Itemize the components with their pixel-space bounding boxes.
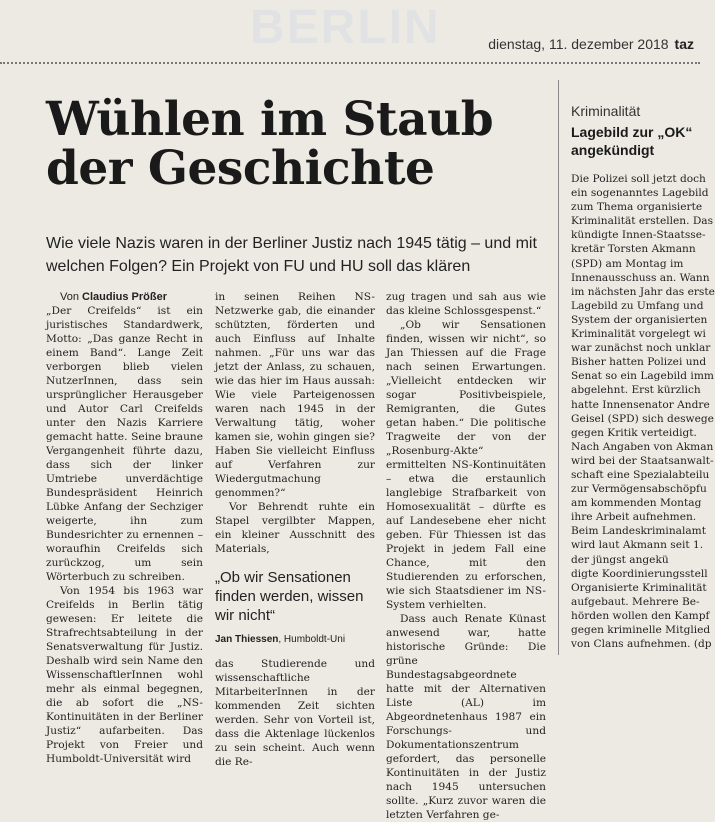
sidebar-line: am kommenden Montag — [571, 497, 702, 510]
sidebar-line: digte Koordinierungsstell — [571, 567, 708, 580]
sidebar-line: (SPD) am Montag im — [571, 257, 684, 270]
paragraph: „Ob wir Sensationen finden, wissen wir nicht“, so Jan Thiessen auf die Frage nach seinen Erwartungen. „Vielleicht entdecken wir sogar Positivbeispiele, Remigranten, die Gutes getan haben.“ Die politische Tragweite der von der „Rosenburg-Akte“ ermittelten NS-Kontinuitäten – etwa die erstaunlich langlebige Strafbarkeit von Homosexualität – dürfte es auf Landesebene eher nicht geben. Für Thiessen ist das Projekt in jedem Fall eine Chance, mit den Studierenden zu erforschen, wie sich Staatsdiener im NS-System verhielten. — [386, 319, 546, 611]
sidebar-category: Kriminalität — [571, 103, 641, 119]
headline-line-1: Wühlen im Staub — [46, 92, 494, 147]
issue-date: dienstag, 11. dezember 2018 — [488, 36, 669, 52]
article-subhead: Wie viele Nazis waren in der Berliner Justiz nach 1945 tätig – und mit welchen Folgen? Ein Projekt von FU und HU soll das klären — [46, 235, 537, 275]
sidebar-line: gegen Kritik verteidigt. — [571, 426, 697, 439]
paragraph: das Studierende und wissenschaftliche MitarbeiterInnen in der kommenden Zeit sichten werden. Sehr von Vorteil ist, dass die Aktenlage lückenlos zu sein scheint. Auch wenn die Re- — [215, 658, 375, 768]
sidebar-line: Nach Angaben von Akman — [571, 440, 714, 453]
sidebar-line: wird bei der Staatsanwalt- — [571, 454, 714, 467]
paper-name: taz — [674, 36, 694, 52]
sidebar-line: schaft eine Spezialabteilu — [571, 468, 710, 481]
article-column-3 — [386, 290, 546, 821]
sidebar-line: Beim Landeskriminalamt — [571, 525, 706, 538]
quote-source-name: Jan Thiessen — [215, 634, 279, 645]
sidebar-line: von Clans aufnehmen. (dp — [571, 638, 712, 651]
sidebar-line: Bisher hatten Polizei und — [571, 356, 707, 369]
sidebar-line: der jüngst angekü — [571, 553, 669, 566]
page-header — [488, 36, 694, 52]
sidebar-line: wird laut Akmann seit 1. — [571, 539, 704, 552]
sidebar-line: hörden wollen den Kampf — [571, 609, 710, 622]
article-column-2 — [215, 290, 375, 768]
sidebar-line: Organisierte Kriminalität — [571, 581, 707, 594]
paragraph: „Der Creifelds“ ist ein juristisches Standardwerk, Motto: „Das ganze Recht in einem Band“. Lange Zeit verborgen blieb vielen NutzerInnen, dass sein ursprünglicher Herausgeber und Autor Carl Creifelds unter den Nazis Karriere gemacht hatte. Seine braune Vergangenheit führte dazu, dass sich der linker Umtriebe unverdächtige Bundespräsident Heinrich Lübke Anfang der Sechziger weigerte, ihn zum Bundesrichter zu ernennen – woraufhin Creifelds sich zurückzog, um sein Wörterbuch zu schreiben. — [46, 305, 203, 583]
paragraph: in seinen Reihen NS-Netzwerke gab, die einander schützten, förderten und auch Einfluss auf Inhalte nahmen. „Für uns war das jetzt der Anlass, zu schauen, wie das hier im Haus aussah: Wie viele Parteigenossen waren nach 1945 in der Verwaltung tätig, woher kamen sie, wohin gingen sie? Haben Sie vielleicht Einfluss auf Verfahren zur Wiedergutmachung genommen?“ — [215, 291, 375, 499]
sidebar-body — [571, 172, 715, 655]
sidebar-line: System der organisierten — [571, 313, 708, 326]
sidebar-line: aufgebaut. Mehrere Be- — [571, 595, 700, 608]
byline-prefix: Von — [60, 291, 79, 303]
sidebar-line: Kriminalität erstellen. Das — [571, 215, 714, 228]
paragraph: Dass auch Renate Künast anwesend war, hatte historische Gründe: Die grüne Bundestagsabgeordnete hatte mit der Alternativen Liste (AL) im Abgeordnetenhaus 1987 ein Forschungs- und Dokumentationszentrum gefordert, das personelle Kontinuitäten in der Justiz nach 1945 untersuchen sollte. „Kurz zuvor waren die letzten Verfahren ge- — [386, 613, 546, 821]
sidebar-line: Senat so ein Lagebild imm — [571, 370, 714, 383]
header-divider — [0, 62, 700, 64]
sidebar-line: kretär Torsten Akmann — [571, 243, 696, 256]
sidebar-line: Die Polizei soll jetzt doch — [571, 173, 706, 185]
article-column-1 — [46, 290, 203, 765]
sidebar-line: Kriminalität vorgelegt wi — [571, 328, 706, 341]
sidebar-line: gegen kriminelle Mitglied — [571, 624, 711, 636]
sidebar-line: Lagebild zu Umfang und — [571, 299, 704, 312]
paragraph: Vor Behrendt ruhte ein Stapel vergilbter Mappen, ein kleiner Ausschnitt des Materials, — [215, 501, 375, 555]
sidebar-line: ein sogenanntes Lagebild — [571, 187, 709, 200]
sidebar-line: zur Vermögensabschöpfu — [571, 483, 707, 496]
sidebar-line: kündigte Innen-Staatsse- — [571, 229, 706, 242]
sidebar-title: Lagebild zur „OK“ angekündigt — [571, 124, 693, 158]
paragraph: Von 1954 bis 1963 war Creifelds in Berlin tätig gewesen: Er leitete die Strafrechtsabteilung in der Senatsverwaltung für Justiz. Deshalb wird sein Name den WissenschaftlerInnen wohl mehr als einmal begegnen, die ab sofort die „NS-Kontinuitäten in der Berliner Justiz“ aufarbeiten. Das Projekt von Freier und Humboldt-Universität wird — [46, 585, 203, 765]
sidebar-line: hatte Innensenator Andre — [571, 398, 710, 411]
author-name: Claudius Prößer — [82, 291, 167, 303]
byline — [46, 290, 203, 304]
pull-quote — [215, 568, 375, 647]
quote-source-org: , Humboldt-Uni — [278, 634, 346, 645]
headline-line-2: der Geschichte — [46, 141, 435, 196]
sidebar-line: im nächsten Jahr das erste — [571, 285, 715, 298]
pull-quote-source — [215, 633, 375, 647]
article-headline — [46, 92, 556, 196]
paragraph: zug tragen und sah aus wie das kleine Schlossgespenst.“ — [386, 291, 546, 317]
sidebar-line: war zunächst noch unklar — [571, 342, 711, 355]
sidebar-line: ihre Arbeit aufnehmen. — [571, 511, 697, 524]
column-divider — [558, 80, 559, 655]
sidebar-line: Geisel (SPD) sich deswege — [571, 412, 714, 425]
pull-quote-text: „Ob wir Sensationen finden werden, wissen wir nicht“ — [215, 569, 364, 624]
sidebar-line: zum Thema organisierte — [571, 201, 703, 214]
background-print-text: BERLIN — [250, 1, 441, 54]
sidebar-line: abgelehnt. Erst kürzlich — [571, 384, 701, 397]
sidebar-line: Innenausschuss an. Wann — [571, 271, 710, 284]
